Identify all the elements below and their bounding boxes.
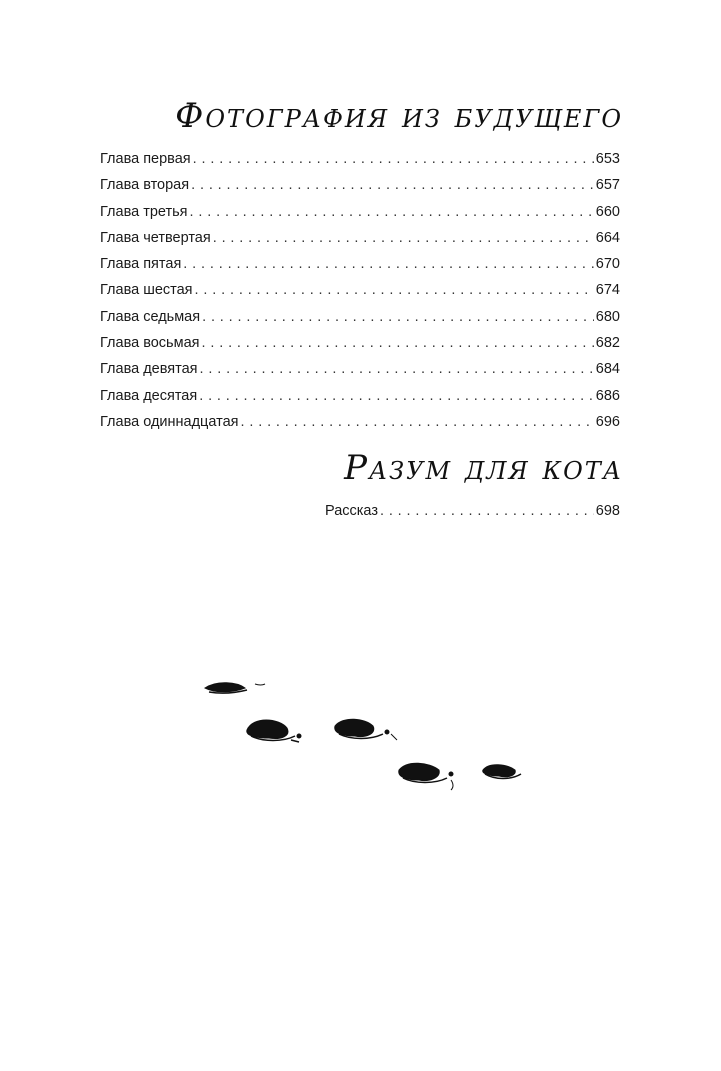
toc-entry-label: Глава девятая xyxy=(100,361,198,378)
section-title-mind-for-cat: Разум для кота xyxy=(344,448,623,488)
footprint-mark xyxy=(399,763,453,790)
toc-entry[interactable] xyxy=(100,358,620,384)
toc-entry-label: Глава пятая xyxy=(100,256,182,273)
footprint-mark xyxy=(335,719,397,740)
toc-entry[interactable] xyxy=(100,332,620,358)
toc-entry-page: 698 xyxy=(595,503,620,519)
footprint-mark xyxy=(247,720,301,742)
toc-entry-page: 653 xyxy=(595,151,620,167)
toc-entry-label: Глава первая xyxy=(100,151,191,167)
dot-leader xyxy=(213,228,594,248)
toc-entry[interactable] xyxy=(100,279,620,305)
dot-leader xyxy=(190,202,594,222)
footprints-icon xyxy=(195,670,535,800)
dot-leader xyxy=(191,175,594,195)
toc-entry-label: Глава третья xyxy=(100,203,188,220)
toc-entry-label: Глава седьмая xyxy=(100,308,201,325)
toc-entry-label: Глава вторая xyxy=(100,177,190,194)
toc-entry-page: 660 xyxy=(595,203,620,220)
toc-entry-label: Глава шестая xyxy=(100,282,193,299)
dot-leader xyxy=(199,386,594,406)
toc-entry-page: 684 xyxy=(595,361,620,378)
dot-leader xyxy=(195,280,594,300)
toc-entry-page: 670 xyxy=(595,256,620,273)
toc-entry[interactable] xyxy=(100,201,620,227)
toc-entry[interactable] xyxy=(100,385,620,411)
toc-entry-page: 674 xyxy=(595,282,620,299)
toc-entry[interactable] xyxy=(100,174,620,200)
toc-entry[interactable] xyxy=(100,411,620,437)
dot-leader xyxy=(202,333,594,353)
dot-leader xyxy=(202,307,594,327)
toc-entry-label: Глава восьмая xyxy=(100,335,200,352)
toc-entry-label: Глава десятая xyxy=(100,387,198,404)
toc-entry-page: 680 xyxy=(595,308,620,325)
toc-entry-page: 696 xyxy=(595,413,620,430)
toc-entry[interactable] xyxy=(100,227,620,253)
toc-entry-page: 682 xyxy=(595,335,620,352)
toc-entry-page: 664 xyxy=(595,229,620,246)
dot-leader xyxy=(380,501,594,521)
dot-leader xyxy=(193,149,594,169)
toc-entry-label: Глава одиннадцатая xyxy=(100,413,239,430)
toc-entry-label: Глава четвертая xyxy=(100,229,211,246)
dot-leader xyxy=(241,412,594,432)
dot-leader xyxy=(183,254,594,274)
toc-entry-label: Рассказ xyxy=(325,503,378,519)
section-title-photo-from-future: Фотография из будущего xyxy=(175,96,623,136)
toc-list-photo-from-future xyxy=(100,148,620,437)
footprint-mark xyxy=(205,683,265,693)
toc-list-mind-for-cat xyxy=(325,500,620,526)
footprint-mark xyxy=(483,765,521,779)
toc-entry-page: 686 xyxy=(595,387,620,404)
toc-entry-page: 657 xyxy=(595,177,620,194)
toc-entry[interactable] xyxy=(100,253,620,279)
toc-entry[interactable] xyxy=(100,306,620,332)
toc-entry[interactable] xyxy=(325,500,620,526)
dot-leader xyxy=(200,359,594,379)
toc-entry[interactable] xyxy=(100,148,620,174)
